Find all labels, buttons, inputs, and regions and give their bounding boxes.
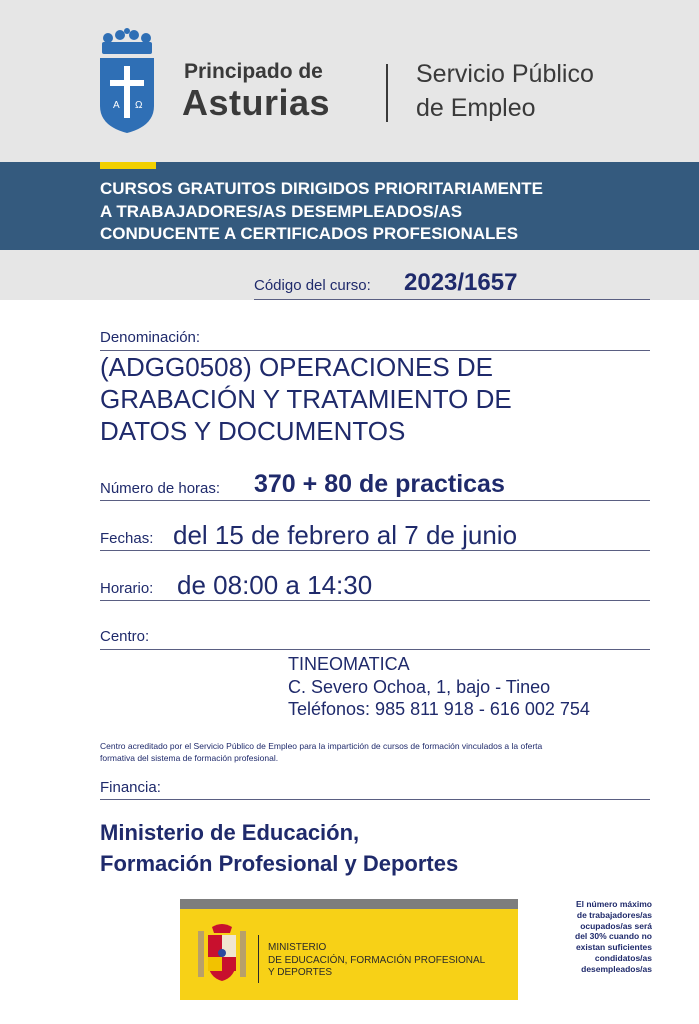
funding-rule	[100, 799, 650, 800]
note-line6: condidatos/as	[594, 952, 652, 963]
note-line5: existan suficientes	[575, 942, 652, 953]
center-rule	[100, 649, 650, 650]
course-name-line3: DATOS Y DOCUMENTOS	[100, 416, 406, 446]
gov-logo-line3: Y DEPORTES	[268, 967, 333, 978]
hours-label: Número de horas:	[100, 480, 221, 497]
service-name-line1: Servicio Público	[416, 60, 594, 88]
note-line3: ocupados/as será	[580, 920, 652, 931]
gov-logo-line1: MINISTERIO	[268, 942, 327, 953]
code-rule	[254, 299, 650, 300]
center-address: C. Severo Ochoa, 1, bajo - Tineo	[288, 677, 551, 697]
logo-divider	[258, 935, 259, 983]
banner-line1: CURSOS GRATUITOS DIRIGIDOS PRIORITARIAMENTE	[100, 179, 543, 198]
capacity-note	[530, 899, 652, 975]
center-phones: Teléfonos: 985 811 918 - 616 002 754	[288, 699, 590, 719]
note-line1: El número máximo	[575, 899, 652, 909]
dates-label: Fechas:	[100, 530, 154, 547]
dates-rule	[100, 550, 650, 551]
title-banner	[0, 162, 699, 250]
course-name-line1: (ADGG0508) OPERACIONES DE	[100, 352, 493, 382]
accreditation-line2: formativa del sistema de formación profesional.	[100, 753, 279, 763]
schedule-label: Horario:	[100, 580, 154, 597]
name-label: Denominación:	[100, 329, 201, 346]
center-name: TINEOMATICA	[288, 654, 410, 674]
banner-line3: CONDUCENTE A CERTIFICADOS PROFESIONALES	[100, 224, 519, 243]
service-name-line2: de Empleo	[416, 94, 536, 122]
header-divider	[386, 64, 388, 122]
svg-text:Ω: Ω	[135, 100, 143, 111]
course-code-value: 2023/1657	[404, 269, 518, 296]
schedule-rule	[100, 600, 650, 601]
gov-logo-line2: DE EDUCACIÓN, FORMACIÓN PROFESIONAL	[268, 955, 486, 966]
hours-value: 370 + 80 de practicas	[254, 470, 505, 498]
org-name-line2: Asturias	[182, 82, 331, 123]
note-line7: desempleados/as	[581, 963, 652, 974]
ministry-line1: Ministerio de Educación,	[100, 820, 360, 845]
note-line2: de trabajadores/as	[576, 909, 652, 920]
banner-line2: A TRABAJADORES/AS DESEMPLEADOS/AS	[100, 202, 463, 221]
accreditation-line1: Centro acreditado por el Servicio Público de Empleo para la impartición de cursos de formación vinculados a la oferta	[100, 741, 543, 751]
center-label: Centro:	[100, 628, 150, 645]
name-rule	[100, 350, 650, 351]
funding-label: Financia:	[100, 779, 161, 796]
ministry-line2: Formación Profesional y Deportes	[100, 851, 459, 876]
schedule-value: de 08:00 a 14:30	[177, 570, 373, 600]
logo-top-band	[180, 899, 518, 909]
course-name-line2: GRABACIÓN Y TRATAMIENTO DE	[100, 384, 512, 414]
org-name-line1: Principado de	[184, 60, 323, 83]
hours-rule	[100, 500, 650, 501]
government-logo	[180, 899, 518, 1000]
course-code-label: Código del curso:	[254, 277, 371, 294]
asturias-shield-icon	[96, 28, 158, 134]
accent-bar	[100, 162, 156, 169]
dates-value: del 15 de febrero al 7 de junio	[173, 520, 518, 550]
note-line4: del 30% cuando no	[575, 931, 652, 942]
svg-text:A: A	[113, 100, 120, 111]
coat-of-arms-icon	[196, 921, 248, 985]
